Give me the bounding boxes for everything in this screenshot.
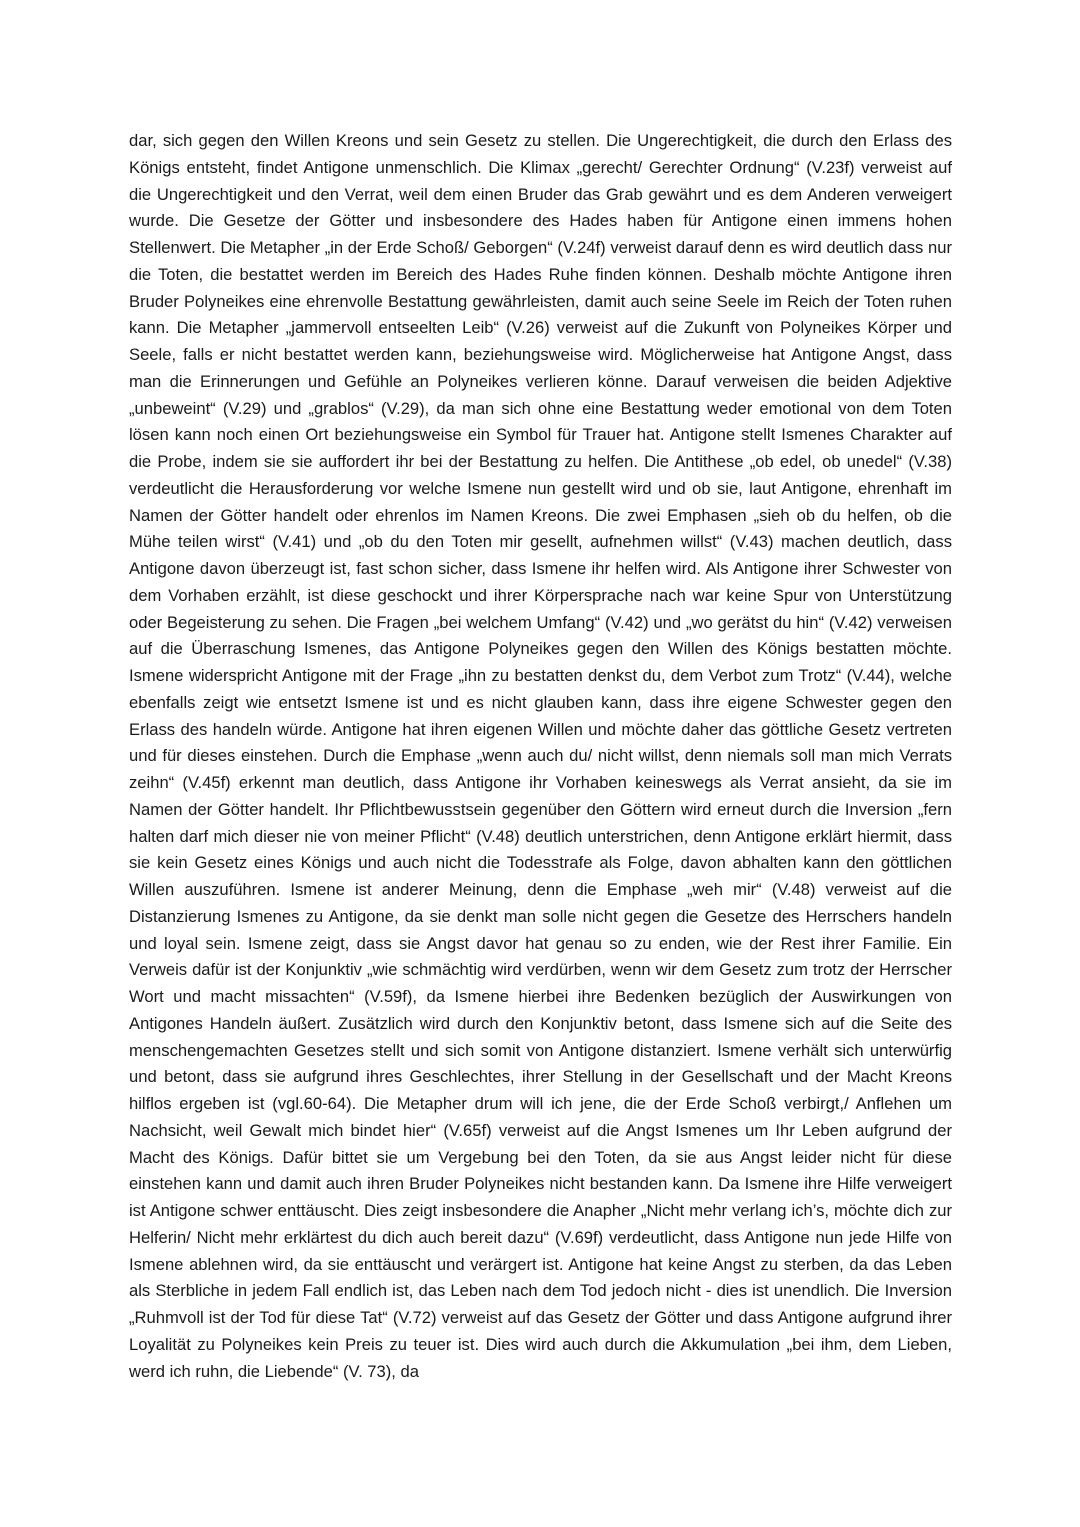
body-paragraph: dar, sich gegen den Willen Kreons und sein Gesetz zu stellen. Die Ungerechtigkeit, die durch den Erlass des Königs entsteht, findet Antigone unmenschlich. Die Klimax „gerecht/ Gerechter Ordnung“ (V.23f) verweist auf die Ungerechtigkeit und den Verrat, weil dem einen Bruder das Grab gewährt und es dem Anderen verweigert wurde. Die Gesetze der Götter und insbesondere des Hades haben für Antigone einen immens hohen Stellenwert. Die Metapher „in der Erde Schoß/ Geborgen“ (V.24f) verweist darauf denn es wird deutlich dass nur die Toten, die bestattet werden im Bereich des Hades Ruhe finden können. Deshalb möchte Antigone ihren Bruder Polyneikes eine ehrenvolle Bestattung gewährleisten, damit auch seine Seele im Reich der Toten ruhen kann. Die Metapher „jammervoll entseelten Leib“ (V.26) verweist auf die Zukunft von Polyneikes Körper und Seele, falls er nicht bestattet werden kann, beziehungsweise wird. Möglicherweise hat Antigone Angst, dass man die Erinnerungen und Gefühle an Polyneikes verlieren könne. Darauf verweisen die beiden Adjektive „unbeweint“ (V.29) und „grablos“ (V.29), da man sich ohne eine Bestattung weder emotional von dem Toten lösen kann noch einen Ort beziehungsweise ein Symbol für Trauer hat. Antigone stellt Ismenes Charakter auf die Probe, indem sie sie auffordert ihr bei der Bestattung zu helfen. Die Antithese „ob edel, ob unedel“ (V.38) verdeutlicht die Herausforderung vor welche Ismene nun gestellt wird und ob sie, laut Antigone, ehrenhaft im Namen der Götter handelt oder ehrenlos im Namen Kreons. Die zwei Emphasen „sieh ob du helfen, ob die Mühe teilen wirst“ (V.41) und „ob du den Toten mir gesellt, aufnehmen willst“ (V.43) machen deutlich, dass Antigone davon überzeugt ist, fast schon sicher, dass Ismene ihr helfen wird. Als Antigone ihrer Schwester von dem Vorhaben erzählt, ist diese geschockt und ihrer Körpersprache nach war keine Spur von Unterstützung oder Begeisterung zu sehen. Die Fragen „bei welchem Umfang“ (V.42) und „wo gerätst du hin“ (V.42) verweisen auf die Überraschung Ismenes, das Antigone Polyneikes gegen den Willen des Königs bestatten möchte. Ismene widerspricht Antigone mit der Frage „ihn zu bestatten denkst du, dem Verbot zum Trotz“ (V.44), welche ebenfalls zeigt wie entsetzt Ismene ist und es nicht glauben kann, dass ihre eigene Schwester gegen den Erlass des handeln würde. Antigone hat ihren eigenen Willen und möchte daher das göttliche Gesetz vertreten und für dieses einstehen. Durch die Emphase „wenn auch du/ nicht willst, denn niemals soll man mich Verrats zeihn“ (V.45f) erkennt man deutlich, dass Antigone ihr Vorhaben keineswegs als Verrat ansieht, da sie im Namen der Götter handelt. Ihr Pflichtbewusstsein gegenüber den Göttern wird erneut durch die Inversion „fern halten darf mich dieser nie von meiner Pflicht“ (V.48) deutlich unterstrichen, denn Antigone erklärt hiermit, dass sie kein Gesetz eines Königs und auch nicht die Todesstrafe als Folge, davon abhalten kann den göttlichen Willen auszuführen. Ismene ist anderer Meinung, denn die Emphase „weh mir“ (V.48) verweist auf die Distanzierung Ismenes zu Antigone, da sie denkt man solle nicht gegen die Gesetze des Herrschers handeln und loyal sein. Ismene zeigt, dass sie Angst davor hat genau so zu enden, wie der Rest ihrer Familie. Ein Verweis dafür ist der Konjunktiv „wie schmächtig wird verdürben, wenn wir dem Gesetz zum trotz der Herrscher Wort und macht missachten“ (V.59f), da Ismene hierbei ihre Bedenken bezüglich der Auswirkungen von Antigones Handeln äußert. Zusätzlich wird durch den Konjunktiv betont, dass Ismene sich auf die Seite des menschengemachten Gesetzes stellt und sich somit von Antigone distanziert. Ismene verhält sich unterwürfig und betont, dass sie aufgrund ihres Geschlechtes, ihrer Stellung in der Gesellschaft und der Macht Kreons hilflos ergeben ist (vgl.60-64). Die Metapher drum will ich jene, die der Erde Schoß verbirgt,/ Anflehen um Nachsicht, weil Gewalt mich bindet hier“ (V.65f) verweist auf die Angst Ismenes um Ihr Leben aufgrund der Macht des Königs. Dafür bittet sie um Vergebung bei den Toten, da sie aus Angst leider nicht für diese einstehen kann und damit auch ihren Bruder Polyneikes nicht bestanden kann. Da Ismene ihre Hilfe verweigert ist Antigone schwer enttäuscht. Dies zeigt insbesondere die Anapher „Nicht mehr verlang ich’s, möchte dich zur Helferin/ Nicht mehr erklärtest du dich auch bereit dazu“ (V.69f) verdeutlicht, dass Antigone nun jede Hilfe von Ismene ablehnen wird, da sie enttäuscht und verärgert ist. Antigone hat keine Angst zu sterben, da das Leben als Sterbliche in jedem Fall endlich ist, das Leben nach dem Tod jedoch nicht - dies ist unendlich. Die Inversion „Ruhmvoll ist der Tod für diese Tat“ (V.72) verweist auf das Gesetz der Götter und dass Antigone aufgrund ihrer Loyalität zu Polyneikes kein Preis zu teuer ist. Dies wird auch durch die Akkumulation „bei ihm, dem Lieben, werd ich ruhn, die Liebende“ (V. 73), da [129, 131, 952, 1381]
